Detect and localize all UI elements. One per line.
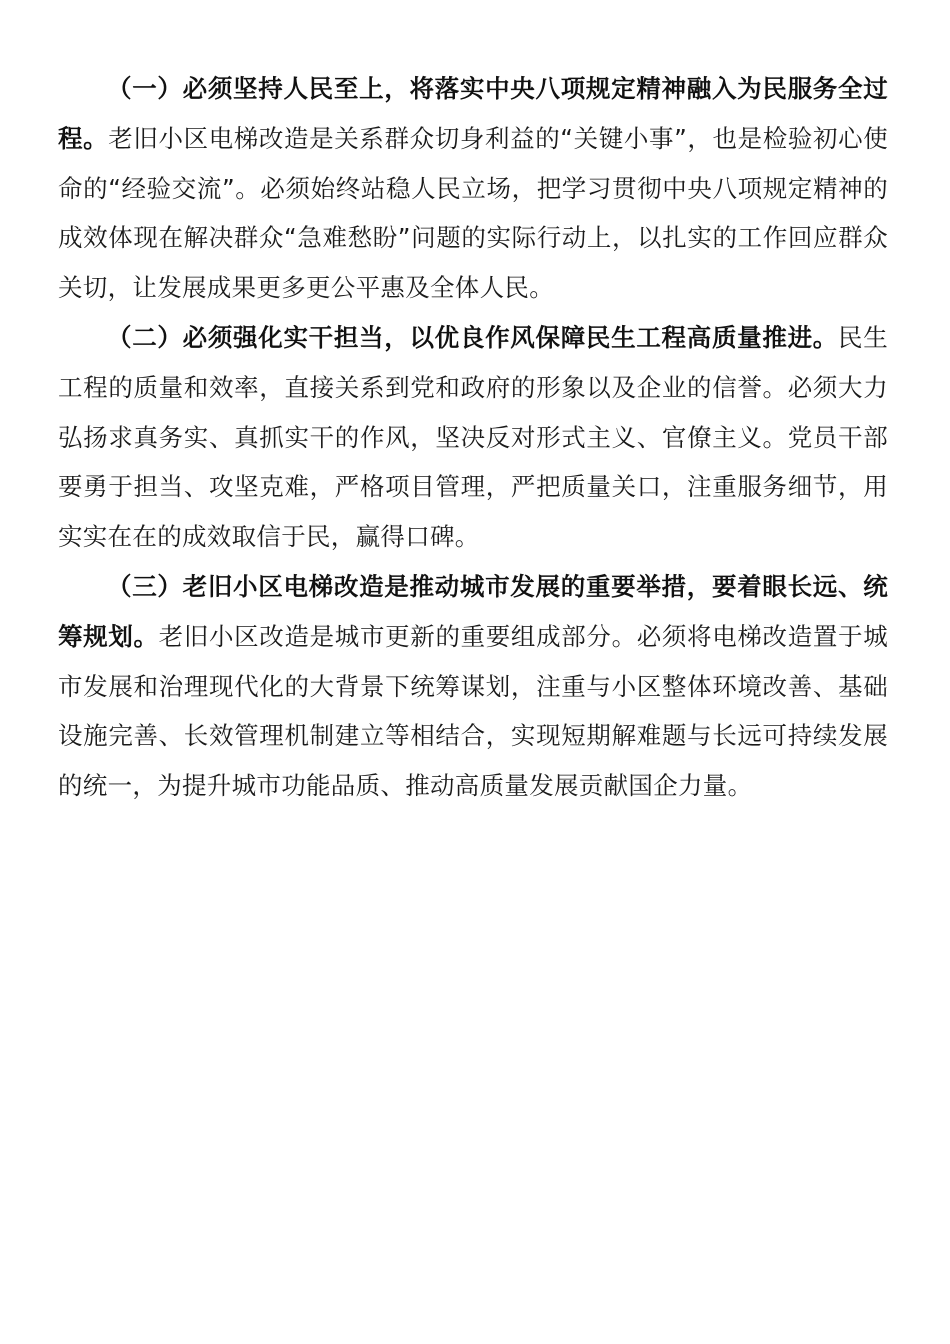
paragraph-3-text: 老旧小区改造是城市更新的重要组成部分。必须将电梯改造置于城市发展和治理现代化的大背景下统筹谋划，注重与小区整体环境改善、基础设施完善、长效管理机制建立等相结合，实现短期解难题与长远可持续发展的统一，为提升城市功能品质、推动高质量发展贡献国企力量。 [58,621,888,801]
paragraph-1 [58,64,888,313]
paragraph-1-heading: （一）必须坚持人民至上，将落实中央八项规定精神融入为民服务全过程。 [58,74,888,153]
paragraph-3 [58,562,888,811]
paragraph-2 [58,313,888,562]
paragraph-3-heading: （三）老旧小区电梯改造是推动城市发展的重要举措，要着眼长远、统筹规划。 [58,571,888,651]
paragraph-2-text: 民生工程的质量和效率，直接关系到党和政府的形象以及企业的信誉。必须大力弘扬求真务实、真抓实干的作风，坚决反对形式主义、官僚主义。党员干部要勇于担当、攻坚克难，严格项目管理，严把质量关口，注重服务细节，用实实在在的成效取信于民，赢得口碑。 [58,322,888,552]
document-body [58,64,888,811]
paragraph-2-heading: （二）必须强化实干担当，以优良作风保障民生工程高质量推进。 [107,322,838,352]
paragraph-1-text: 老旧小区电梯改造是关系群众切身利益的“关键小事”，也是检验初心使命的“经验交流”。必须始终站稳人民立场，把学习贯彻中央八项规定精神的成效体现在解决群众“急难愁盼”问题的实际行动上，以扎实的工作回应群众关切，让发展成果更多更公平惠及全体人民。 [58,123,888,303]
